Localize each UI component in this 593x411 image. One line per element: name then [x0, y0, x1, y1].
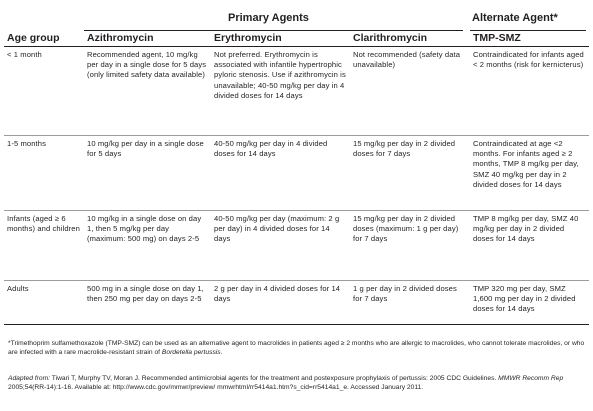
- azithromycin-cell: 500 mg in a single dose on day 1, then 250 mg per day on days 2-5: [84, 281, 211, 325]
- column-header-erythromycin: Erythromycin: [211, 28, 350, 47]
- erythromycin-cell: 40-50 mg/kg per day (maximum: 2 g per day) in 4 divided doses for 14 days: [211, 211, 350, 281]
- azithromycin-cell: 10 mg/kg per day in a single dose for 5 days: [84, 136, 211, 211]
- age-group-cell: 1-5 months: [4, 136, 84, 211]
- clarithromycin-cell: 15 mg/kg per day in 2 divided doses (maximum: 1 g per day) for 7 days: [350, 211, 470, 281]
- citation-text-part-1: Tiwari T, Murphy TV, Moran J. Recommended antimicrobial agents for the treatment and postexposure prophylaxis of pertussis: 2005 CDC Guidelines.: [50, 375, 499, 382]
- citation-journal: MMWR Recomm Rep: [498, 375, 564, 382]
- tmp-smz-cell: Contraindicated at age <2 months. For infants aged ≥ 2 months, TMP 8 mg/kg per day, SMZ 40 mg/kg per day in 2 divided doses for 14 days: [470, 136, 589, 211]
- age-group-cell: Adults: [4, 281, 84, 325]
- erythromycin-cell: 2 g per day in 4 divided doses for 14 days: [211, 281, 350, 325]
- table-row: [4, 47, 589, 136]
- clarithromycin-cell: 1 g per day in 2 divided doses for 7 days: [350, 281, 470, 325]
- table-row: [4, 281, 589, 325]
- column-group-headers: [0, 8, 593, 28]
- age-group-cell: Infants (aged ≥ 6 months) and children: [4, 211, 84, 281]
- age-group-cell: < 1 month: [4, 47, 84, 136]
- footnote-organism-name: Bordetella pertussis: [161, 349, 221, 357]
- erythromycin-cell: 40-50 mg/kg per day in 4 divided doses for 14 days: [211, 136, 350, 211]
- tmp-smz-cell: TMP 320 mg per day, SMZ 1,600 mg per day in 2 divided doses for 14 days: [470, 281, 589, 325]
- clarithromycin-cell: 15 mg/kg per day in 2 divided doses for 7 days: [350, 136, 470, 211]
- column-header-azithromycin: Azithromycin: [84, 28, 211, 47]
- column-header-tmp-smz: TMP-SMZ: [470, 28, 589, 47]
- primary-agents-group-header: Primary Agents: [228, 12, 309, 24]
- source-citation: [8, 374, 588, 393]
- tmp-smz-cell: Contraindicated for infants aged < 2 months (risk for kernicterus): [470, 47, 589, 136]
- column-header-clarithromycin: Clarithromycin: [350, 28, 470, 47]
- tmp-smz-footnote: [8, 339, 588, 358]
- table-row: [4, 211, 589, 281]
- footnote-end: .: [220, 349, 223, 357]
- table-header-row: [4, 28, 589, 47]
- erythromycin-cell: Not preferred. Erythromycin is associated with infantile hypertrophic pyloric stenosis. Use if azithromycin is unavailable; 40-50 mg/kg per day in 4 divided doses for 14 days: [211, 47, 350, 136]
- citation-lead: Adapted from:: [8, 375, 51, 382]
- table-row: [4, 136, 589, 211]
- azithromycin-cell: Recommended agent, 10 mg/kg per day in a single dose for 5 days (only limited safety data available): [84, 47, 211, 136]
- alternate-agent-group-header: Alternate Agent*: [472, 12, 558, 24]
- footnote-text: *Trimethoprim sulfamethoxazole (TMP-SMZ) can be used as an alternative agent to macrolides in patients aged ≥ 2 months who are allergic to macrolides, who cannot tolerate macrolides, or who are infected with a rare macrolide-resistant strain of: [8, 340, 585, 357]
- treatment-regimens-table: [4, 28, 589, 325]
- azithromycin-cell: 10 mg/kg in a single dose on day 1, then 5 mg/kg per day (maximum: 500 mg) on days 2-5: [84, 211, 211, 281]
- citation-text-part-2: 2005;54(RR-14):1-16. Available at: http://www.cdc.gov/mmwr/preview/ mmwrhtml/rr5414a1.htm?s_cid=rr5414a1_e. Accessed January 2011.: [8, 384, 424, 392]
- tmp-smz-cell: TMP 8 mg/kg per day, SMZ 40 mg/kg per day in 2 divided doses for 14 days: [470, 211, 589, 281]
- column-header-age-group: Age group: [4, 28, 84, 47]
- clarithromycin-cell: Not recommended (safety data unavailable): [350, 47, 470, 136]
